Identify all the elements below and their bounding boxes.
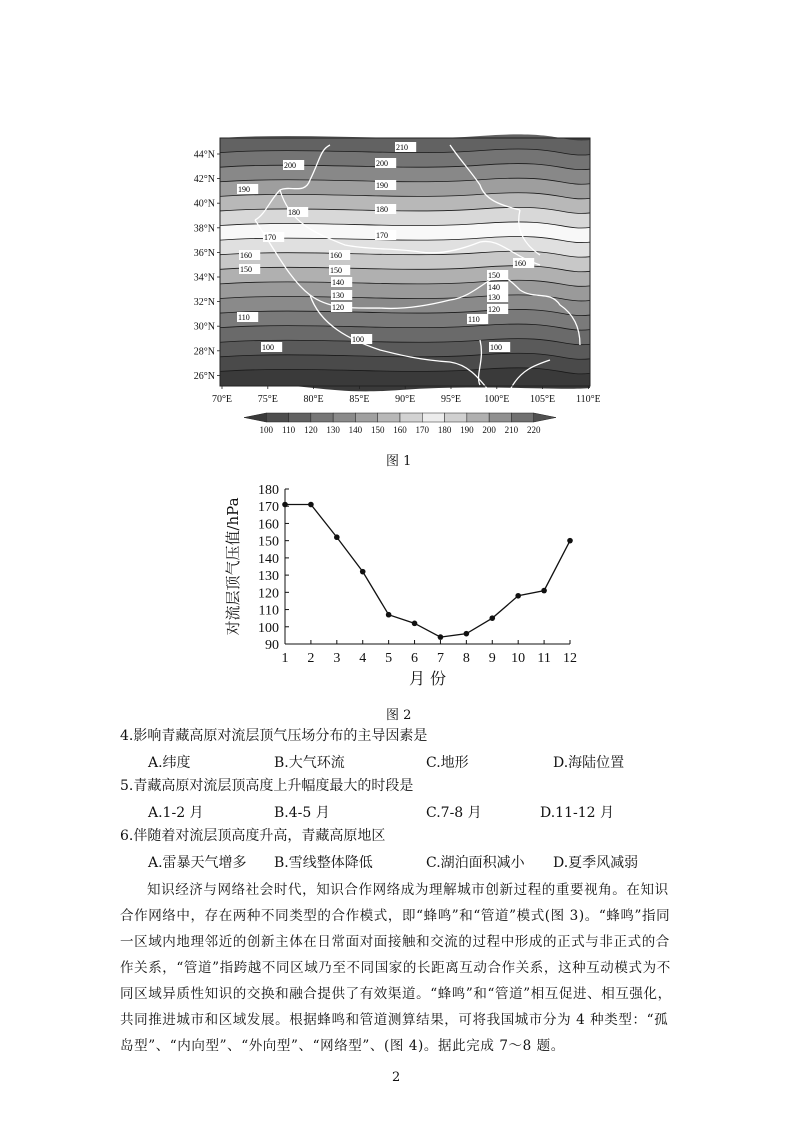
contour-label: 210: [396, 143, 408, 152]
y-tick-label: 120: [258, 586, 279, 602]
contour-map-svg: [180, 130, 600, 440]
figure1-caption: 图 1: [386, 454, 412, 469]
y-tick-label: 130: [258, 569, 279, 585]
x-tick-label: 9: [488, 651, 496, 666]
longitude-tick-label: 90°E: [395, 394, 416, 405]
contour-label: 150: [240, 265, 252, 274]
contour-label: 150: [488, 271, 500, 280]
contour-label: 170: [376, 231, 388, 240]
colorbar-tick-label: 140: [348, 425, 363, 435]
x-tick-label: 12: [563, 651, 577, 666]
data-point: [282, 502, 288, 508]
contour-label: 200: [376, 159, 388, 168]
x-tick-label: 10: [511, 651, 526, 666]
colorbar-cell: [333, 413, 355, 422]
data-point: [515, 593, 521, 599]
data-point: [438, 634, 444, 640]
longitude-tick-label: 75°E: [257, 394, 278, 405]
colorbar-cell: [400, 413, 422, 422]
contour-label: 140: [488, 283, 500, 292]
contour-label: 100: [262, 343, 274, 352]
question-6-option-c: C.湖泊面积减小: [426, 855, 525, 871]
contour-label: 140: [332, 278, 344, 287]
contour-label: 180: [376, 205, 388, 214]
y-tick-label: 180: [258, 483, 279, 498]
x-axis-label: 月 份: [408, 669, 447, 688]
latitude-tick-label: 44°N: [193, 149, 215, 161]
y-tick-label: 170: [258, 500, 279, 516]
question-4-option-d: D.海陆位置: [553, 755, 625, 771]
data-point: [489, 615, 495, 621]
data-point: [541, 588, 547, 594]
data-point: [412, 621, 418, 627]
colorbar-tick-label: 210: [504, 425, 519, 435]
colorbar: [244, 413, 556, 435]
question-6-stem: 6.伴随着对流层顶高度升高，青藏高原地区: [120, 828, 386, 844]
longitude-tick-label: 70°E: [211, 394, 233, 405]
latitude-ticks: [194, 150, 220, 382]
x-tick-label: 11: [537, 651, 551, 666]
colorbar-cell: [445, 413, 467, 422]
y-tick-label: 90: [265, 638, 279, 653]
x-tick-label: 6: [411, 651, 419, 666]
y-tick-label: 160: [258, 517, 279, 533]
colorbar-cell: [489, 413, 511, 422]
data-point: [386, 612, 392, 618]
figure1-contour-map: [180, 130, 600, 440]
page-number: 2: [392, 1070, 401, 1085]
y-tick-label: 150: [258, 534, 279, 550]
x-tick-label: 5: [385, 651, 393, 666]
latitude-tick-label: 38°N: [193, 223, 215, 235]
colorbar-cell: [422, 413, 444, 422]
y-tick-label: 110: [258, 603, 279, 619]
figure2-line-chart: [210, 475, 590, 690]
contour-label: 160: [240, 251, 252, 260]
colorbar-tick-label: 130: [326, 425, 340, 435]
latitude-tick-label: 34°N: [193, 272, 215, 284]
latitude-tick-label: 26°N: [193, 370, 215, 382]
colorbar-cell: [511, 413, 533, 422]
question-5-option-b: B.4-5 月: [274, 805, 330, 821]
reading-passage: [120, 877, 680, 1059]
data-point: [360, 569, 366, 575]
colorbar-tick-label: 220: [526, 425, 541, 435]
x-tick-label: 2: [307, 651, 315, 666]
latitude-tick-label: 32°N: [193, 297, 215, 309]
question-5-stem: 5.青藏高原对流层顶高度上升幅度最大的时段是: [120, 778, 414, 794]
x-tick-label: 3: [333, 651, 341, 666]
colorbar-cell: [266, 413, 288, 422]
data-point: [334, 534, 340, 540]
y-tick-label: 140: [258, 551, 279, 567]
colorbar-tick-label: 160: [393, 425, 407, 435]
latitude-tick-label: 36°N: [193, 247, 215, 259]
contour-label: 190: [376, 181, 388, 190]
contour-label: 160: [514, 259, 526, 268]
x-tick-label: 1: [281, 651, 289, 666]
figure2-caption: 图 2: [386, 708, 412, 723]
latitude-tick-label: 28°N: [193, 346, 215, 358]
passage-text: 知识经济与网络社会时代，知识合作网络成为理解城市创新过程的重要视角。在知识合作网络中，存在两种不同类型的合作模式，即“蜂鸣”和“管道”模式(图 3)。“蜂鸣”指同一区域内地理邻近的创新主体在日常面对面接触和交流的过程中形成的正式与非正式的合作关系，“管道”指跨越不同区域乃至不同国家的长距离互动合作关系，这种互动模式为不同区域异质性知识的交换和融合提供了有效渠道。“蜂鸣”和“管道”相互促进、相互强化，共同推进城市和区域发展。根据蜂鸣和管道测算结果，可将我国城市分为 4 种类型：“孤岛型”、“内向型”、“外向型”、“网络型”、(图 4)。据此完成 7～8 题。: [120, 882, 672, 1054]
contour-label: 120: [332, 303, 344, 312]
contour-label: 130: [488, 293, 500, 302]
longitude-tick-label: 85°E: [349, 394, 370, 405]
data-point: [308, 502, 314, 508]
question-6-option-b: B.雪线整体降低: [274, 855, 373, 871]
colorbar-tick-label: 120: [304, 425, 318, 435]
colorbar-cell: [355, 413, 377, 422]
x-tick-label: 4: [359, 651, 367, 666]
contour-label: 100: [490, 343, 502, 352]
contour-label: 120: [488, 305, 500, 314]
question-4-stem: 4.影响青藏高原对流层顶气压场分布的主导因素是: [120, 728, 428, 744]
colorbar-tick-label: 170: [415, 425, 430, 435]
contour-label: 110: [238, 313, 250, 322]
colorbar-cell: [244, 413, 266, 422]
question-4-option-c: C.地形: [426, 755, 469, 771]
colorbar-cell: [289, 413, 311, 422]
longitude-tick-label: 110°E: [576, 394, 600, 405]
colorbar-tick-label: 150: [370, 425, 385, 435]
colorbar-tick-label: 190: [460, 425, 474, 435]
question-6-option-d: D.夏季风减弱: [553, 855, 639, 871]
x-tick-label: 7: [436, 651, 444, 666]
contour-label: 110: [468, 315, 480, 324]
data-point: [464, 631, 470, 637]
colorbar-cell: [378, 413, 400, 422]
latitude-tick-label: 30°N: [193, 321, 215, 333]
colorbar-tick-label: 100: [259, 425, 274, 435]
question-5-option-c: C.7-8 月: [426, 805, 482, 821]
colorbar-tick-label: 200: [482, 425, 496, 435]
colorbar-cell: [534, 413, 556, 422]
colorbar-tick-label: 180: [437, 425, 452, 435]
question-5-option-a: A.1-2 月: [148, 805, 204, 821]
question-6-option-a: A.雷暴天气增多: [148, 855, 247, 871]
latitude-tick-label: 40°N: [193, 198, 215, 210]
question-4-option-b: B.大气环流: [274, 755, 345, 771]
data-point: [567, 538, 573, 544]
y-axis-label: 对流层顶气压值/hPa: [224, 497, 242, 636]
colorbar-tick-label: 110: [281, 425, 296, 435]
contour-label: 200: [284, 161, 296, 170]
contour-label: 160: [330, 251, 342, 260]
latitude-tick-label: 42°N: [193, 174, 215, 186]
series-line: [285, 505, 570, 638]
contour-label: 180: [288, 208, 300, 217]
longitude-tick-label: 105°E: [530, 394, 556, 405]
contour-label: 130: [332, 291, 344, 300]
colorbar-cell: [311, 413, 333, 422]
y-tick-label: 100: [258, 620, 279, 636]
longitude-tick-label: 100°E: [484, 394, 510, 405]
question-4-option-a: A.纬度: [148, 755, 191, 771]
contour-label: 170: [264, 233, 276, 242]
longitude-tick-label: 95°E: [440, 394, 462, 405]
x-tick-label: 8: [462, 651, 470, 666]
question-5-option-d: D.11-12 月: [540, 805, 614, 821]
colorbar-cell: [467, 413, 489, 422]
longitude-tick-label: 80°E: [303, 394, 324, 405]
contour-label: 100: [352, 335, 364, 344]
line-chart-svg: [210, 475, 590, 690]
contour-label: 190: [238, 185, 250, 194]
contour-label: 150: [330, 266, 342, 275]
